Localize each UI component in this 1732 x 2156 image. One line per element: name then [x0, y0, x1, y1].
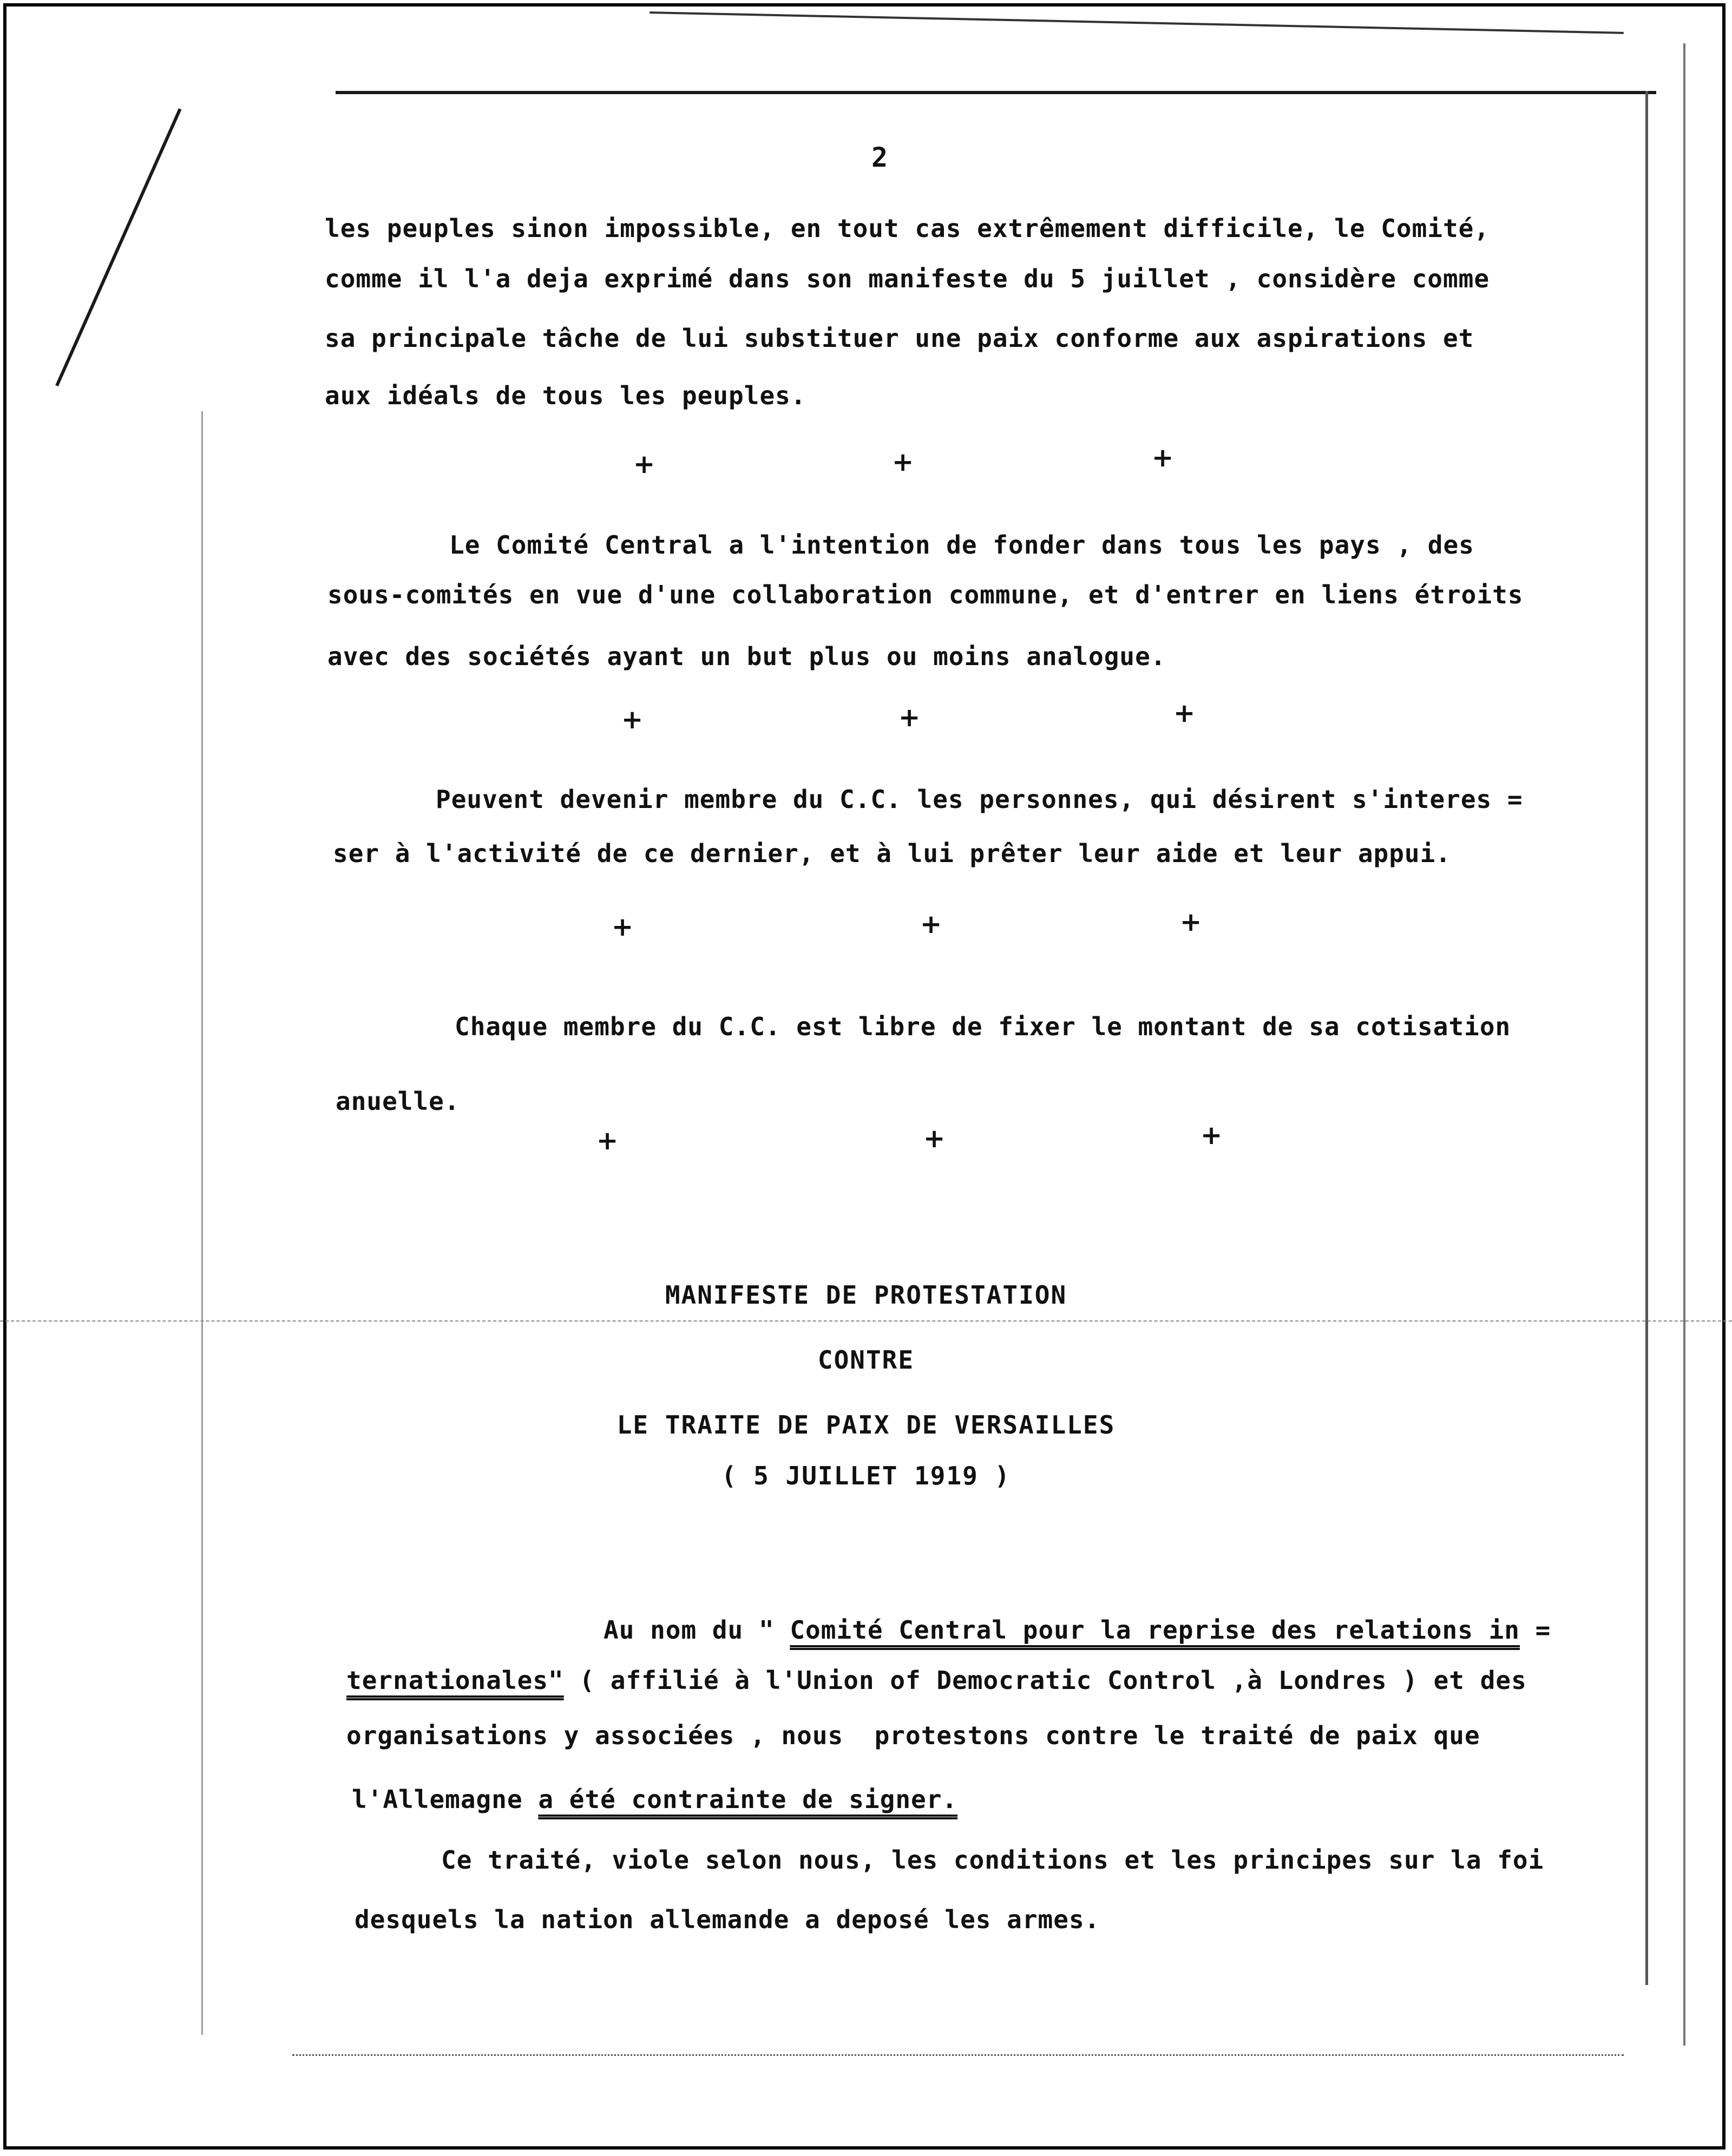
text-line: sous-comités en vue d'une collaboration commune, et d'entrer en liens étroits [327, 580, 1524, 609]
text-line: aux idéals de tous les peuples. [325, 381, 806, 410]
separator-cross: + [1152, 443, 1174, 473]
separator-cross: + [621, 705, 644, 735]
separator-cross: + [633, 449, 655, 479]
sheet-edge [336, 91, 1656, 94]
separator-cross: + [898, 702, 921, 733]
separator-cross: + [1200, 1120, 1223, 1151]
text-line: ternationales" ( affilié à l'Union of Democratic Control ,à Londres ) et des [346, 1666, 1527, 1695]
separator-cross: + [1173, 698, 1196, 728]
separator-cross: + [612, 912, 634, 942]
separator-cross: + [596, 1126, 619, 1156]
text-line: les peuples sinon impossible, en tout cas extrêmement difficile, le Comité, [325, 214, 1490, 243]
text-line: Ce traité, viole selon nous, les conditions et les principes sur la foi [441, 1845, 1544, 1875]
separator-cross: + [892, 447, 914, 477]
manifesto-title-line: MANIFESTE DE PROTESTATION [665, 1280, 1067, 1310]
manifesto-title-line: CONTRE [817, 1345, 915, 1375]
sheet-edge [1645, 91, 1648, 1985]
sheet-edge [292, 2054, 1624, 2056]
underlined-text: a été contrainte de signer. [538, 1785, 958, 1814]
manifesto-title-line: ( 5 JUILLET 1919 ) [721, 1461, 1011, 1490]
page-number: 2 [871, 142, 888, 173]
separator-cross: + [1180, 907, 1202, 937]
text-line: Le Comité Central a l'intention de fonder dans tous les pays , des [449, 530, 1474, 560]
text-line: avec des sociétés ayant un but plus ou moins analogue. [327, 642, 1166, 671]
underlined-text: Comité Central pour la reprise des relations in [790, 1615, 1520, 1645]
sheet-edge [201, 411, 203, 2035]
text-line: sa principale tâche de lui substituer une paix conforme aux aspirations et [325, 324, 1474, 353]
separator-cross: + [920, 909, 942, 939]
fold-line [0, 1320, 1732, 1322]
text-line: l'Allemagne a été contrainte de signer. [352, 1785, 958, 1814]
separator-cross: + [923, 1123, 946, 1154]
text-line: ser à l'activité de ce dernier, et à lui prêter leur aide et leur appui. [333, 839, 1451, 868]
text-line: comme il l'a deja exprimé dans son manifeste du 5 juillet , considère comme [325, 264, 1490, 293]
text-line: Chaque membre du C.C. est libre de fixer le montant de sa cotisation [455, 1012, 1511, 1041]
sheet-edge [1683, 43, 1685, 2046]
text-line: Au nom du " Comité Central pour la reprise des relations in = [603, 1615, 1551, 1645]
text-line: Peuvent devenir membre du C.C. les personnes, qui désirent s'interes = [436, 785, 1523, 814]
text-line: desquels la nation allemande a deposé les armes. [355, 1905, 1100, 1934]
underlined-text: ternationales" [346, 1666, 564, 1695]
text-line: anuelle. [336, 1087, 460, 1116]
text-line: organisations y associées , nous protestons contre le traité de paix que [346, 1721, 1480, 1750]
manifesto-title-line: LE TRAITE DE PAIX DE VERSAILLES [616, 1410, 1116, 1439]
